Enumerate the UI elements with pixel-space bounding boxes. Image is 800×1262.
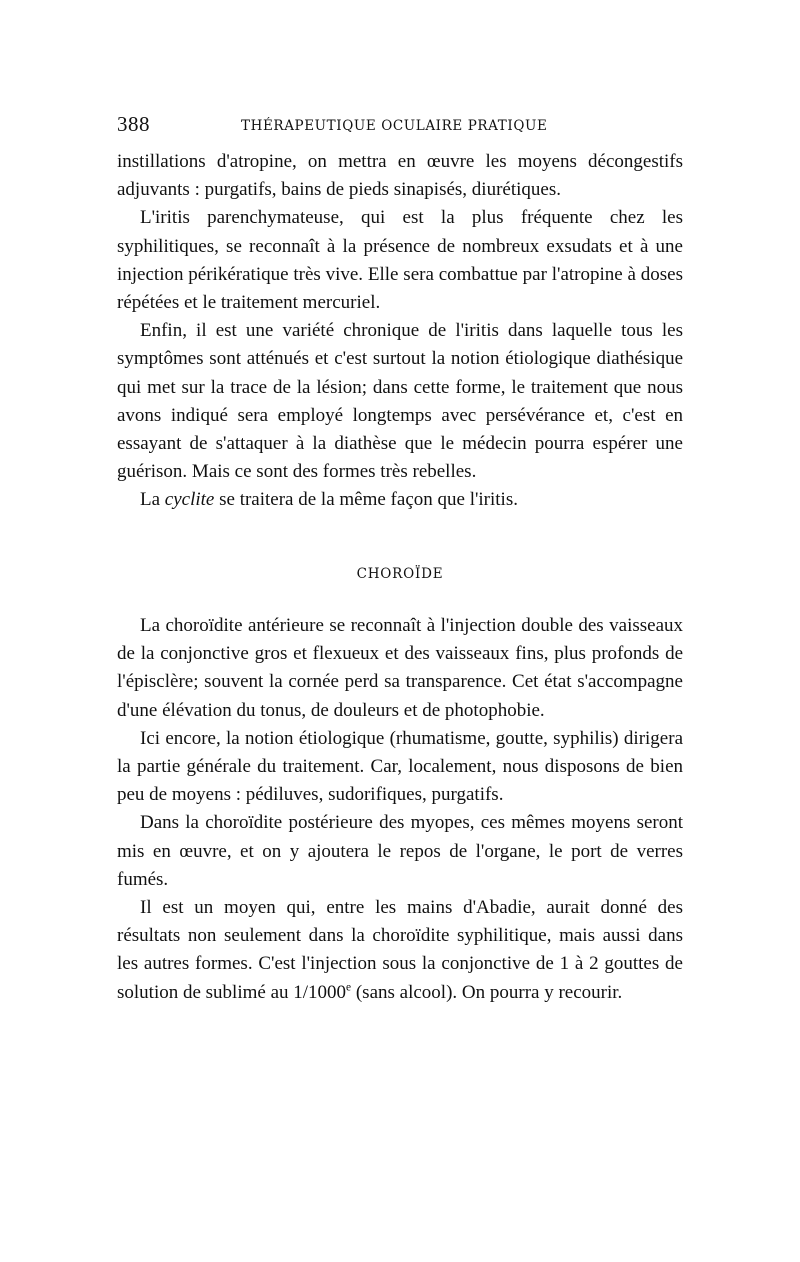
paragraph: Dans la choroïdite postérieure des myopes, ces mêmes moyens seront mis en œuvre, et on y ajoutera le repos de l'organe, le port de verres fumés. [117, 812, 683, 890]
paragraph-text: La [140, 489, 165, 511]
section-heading: CHOROÏDE [356, 566, 444, 582]
text-block-choroide [117, 612, 683, 1007]
paragraph-text: se traitera de la même façon que l'iritis. [214, 489, 518, 511]
text-block-iritis [117, 148, 683, 515]
paragraph: Ici encore, la notion étiologique (rhumatisme, goutte, syphilis) dirigera la partie générale du traitement. Car, localement, nous disposons de bien peu de moyens : pédiluves, sudorifiques, purgatifs. [117, 727, 683, 806]
paragraph-text: Il est un moyen qui, entre les mains d'Abadie, aurait donné des résultats non seulement dans la choroïdite syphilitique, mais aussi dans les autres formes. C'est l'injection sous la conjonctive de 1 à 2 gouttes de solution de sublimé au 1/1000 [117, 897, 683, 1003]
paragraph: L'iritis parenchymateuse, qui est la plus fréquente chez les syphilitiques, se reconnaît à la présence de nombreux exsudats et à une injection périkératique très vive. Elle sera combattue par l'atropine à doses répétées et le traitement mercuriel. [117, 207, 683, 314]
paragraph: Enfin, il est une variété chronique de l'iritis dans laquelle tous les symptômes sont atténués et c'est surtout la notion étiologique diathésique qui met sur la trace de la lésion; dans cette forme, le traitement que nous avons indiqué sera employé longtemps avec persévérance et, c'est en essayant de s'attaquer à la diathèse que le médecin pourra espérer une guérison. Mais ce sont des formes très rebelles. [117, 320, 683, 483]
paragraph: La choroïdite antérieure se reconnaît à l'injection double des vaisseaux de la conjonctive gros et flexueux et des vaisseaux fins, plus profonds de l'épisclère; souvent la cornée perd sa transparence. Cet état s'accompagne d'une élévation du tonus, de douleurs et de photophobie. [117, 615, 683, 721]
superscript: e [346, 981, 352, 994]
italic-term: cyclite [164, 489, 215, 511]
paragraph: instillations d'atropine, on mettra en œuvre les moyens décongestifs adjuvants : purgatifs, bains de pieds sinapisés, diurétiques. [117, 151, 683, 201]
page-number: 388 [117, 112, 150, 136]
paragraph-text: (sans alcool). On pourra y recourir. [351, 981, 623, 1003]
paragraph-abadie [117, 894, 683, 1007]
running-title: THÉRAPEUTIQUE OCULAIRE PRATIQUE [241, 118, 548, 134]
page-header [117, 112, 683, 142]
paragraph-cyclite [117, 486, 683, 514]
